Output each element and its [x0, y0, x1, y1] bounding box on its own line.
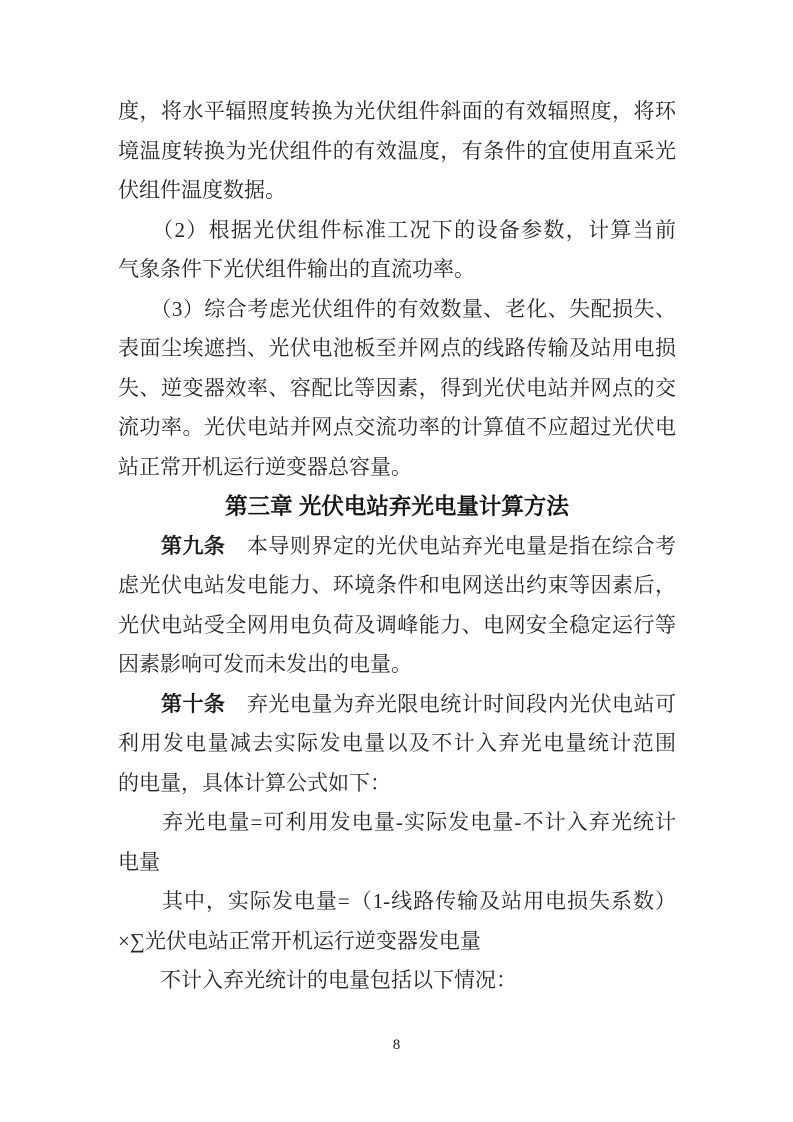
text-run: 站正常开机运行逆变器总容量。 [118, 454, 412, 479]
text-line [118, 566, 676, 606]
text-line [118, 961, 676, 1001]
text-line [118, 408, 676, 448]
text-run: 度，将水平辐照度转换为光伏组件斜面的有效辐照度，将环 [118, 99, 676, 123]
document-body [118, 92, 676, 1001]
text-run: 表面尘埃遮挡、光伏电池板至并网点的线路传输及站用电损 [118, 336, 676, 360]
text-run: 伏组件温度数据。 [118, 178, 286, 202]
text-run: 弃光电量为弃光限电统计时间段内光伏电站可 [225, 691, 677, 716]
text-run: 因素影响可发而未发出的电量。 [118, 652, 412, 676]
text-line [118, 250, 676, 290]
text-run: 本导则界定的光伏电站弃光电量是指在综合考 [225, 533, 677, 558]
text-line [118, 843, 676, 883]
text-run: 利用发电量减去实际发电量以及不计入弃光电量统计范围 [118, 731, 676, 755]
text-run: 不计入弃光统计的电量包括以下情况： [118, 968, 517, 992]
text-line [118, 764, 676, 804]
article-number: 第十条 [160, 692, 226, 716]
text-line [118, 606, 676, 646]
text-run: 流功率。光伏电站并网点交流功率的计算值不应超过光伏电 [118, 415, 676, 439]
text-line [118, 527, 676, 567]
text-line [118, 132, 676, 172]
text-run [118, 534, 161, 558]
text-run: 境温度转换为光伏组件的有效温度，有条件的宜使用直采光 [118, 138, 676, 163]
text-run: 光伏电站受全网用电负荷及调峰能力、电网安全稳定运行等 [118, 612, 676, 637]
text-line [118, 803, 676, 843]
text-line [118, 882, 676, 922]
article-number: 第九条 [160, 534, 226, 558]
text-line [118, 290, 676, 330]
text-run: 弃光电量=可利用发电量-实际发电量-不计入弃光统计 [118, 810, 676, 834]
text-line [118, 211, 676, 251]
chapter-heading: 第三章 光伏电站弃光电量计算方法 [225, 494, 569, 519]
text-run: 虑光伏电站发电能力、环境条件和电网送出约束等因素后， [118, 573, 676, 597]
text-run: （2）根据光伏组件标准工况下的设备参数，计算当前 [118, 217, 676, 242]
text-run: 电量 [118, 849, 160, 874]
text-run: 的电量，具体计算公式如下： [118, 770, 391, 795]
text-line [118, 685, 676, 725]
text-line [118, 922, 676, 962]
text-line [118, 448, 676, 488]
text-line [118, 92, 676, 132]
text-line [118, 645, 676, 685]
text-run: ×∑光伏电站正常开机运行逆变器发电量 [118, 928, 481, 953]
text-line [118, 369, 676, 409]
text-run: 失、逆变器效率、容配比等因素，得到光伏电站并网点的交 [118, 375, 676, 400]
text-line [118, 171, 676, 211]
text-run [118, 692, 161, 716]
page-number: 8 [392, 1037, 401, 1053]
text-run: 气象条件下光伏组件输出的直流功率。 [118, 257, 475, 281]
text-run: 其中，实际发电量=（1-线路传输及站用电损失系数） [118, 889, 676, 913]
text-run: （3）综合考虑光伏组件的有效数量、老化、失配损失、 [118, 296, 676, 321]
text-line [118, 724, 676, 764]
text-line [118, 329, 676, 369]
